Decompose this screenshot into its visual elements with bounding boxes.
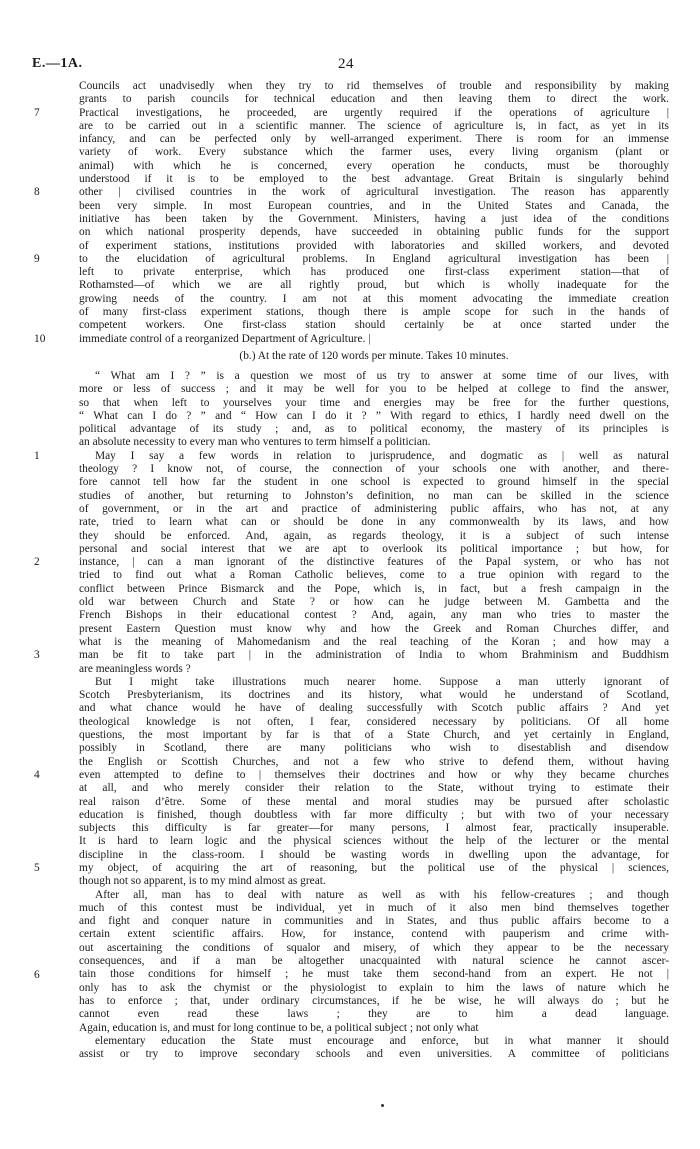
text-line: though not so apparent, is to my mind almost as great. [79, 875, 326, 888]
margin-number: 4 [34, 769, 40, 781]
text-line: man be fit to take part | in the administration of India to whom Brahminism and Buddhism [79, 649, 669, 662]
text-line: growing needs of the country. I am not at this moment advocating the immediate creation [79, 292, 669, 305]
text-line: possibly in Scotland, there are many politicians who wish to disestablish and disendow [79, 742, 669, 755]
text-line: French Bishops in their educational contest ? And, again, any man who tries to master the [79, 609, 669, 622]
text-line: Councils act unadvisedly when they try to rid themselves of trouble and responsibility by making [79, 80, 669, 92]
text-line: discipline in the class-room. I should be wasting words in dwelling upon the advantage, for [79, 848, 669, 861]
text-line: “ What can I do ? ” and “ How can I do it ? ” With regard to ethics, I hardly need dwell on the [79, 409, 669, 422]
document-code: E.—1A. [32, 56, 83, 71]
passage-b [79, 370, 669, 1061]
text-line: infancy, and can be perfected only by well-arranged experiment. There is room for an immense [79, 133, 669, 146]
margin-number: 5 [34, 862, 40, 875]
text-line: certain extent scientific affairs. How, for instance, contend with pauperism and crime with- [79, 928, 669, 941]
text-line: But I might take illustrations much nearer home. Suppose a man utterly ignorant of [95, 675, 669, 688]
text-line: conflict between Prince Bismarck and the Pope, which is, in fact, but a fresh campaign in the [79, 582, 669, 595]
text-line: understood if it is to be employed to the best advantage. Great Britain is singularly behind [79, 173, 669, 186]
text-line: studies of another, but returning to Johnston’s definition, no man can be skilled in the science [79, 489, 669, 502]
text-line: they should be enforced. And, again, as regards theology, it is a subject of such intense [79, 529, 669, 542]
text-line: It is hard to learn logic and the physical sciences without the help of the lecturer or the mental [79, 835, 669, 848]
text-line: animal) with which he is concerned, every operation he conducts, must be thoroughly [79, 159, 669, 172]
margin-number: 1 [34, 449, 40, 462]
text-line: on which national prosperity depends, have succeeded in obtaining public funds for the support [79, 226, 669, 239]
text-line: an absolute necessity to every man who ventures to term himself a politician. [79, 436, 431, 449]
passage-a [79, 80, 669, 346]
text-line: grants to parish councils for technical education and then leaving them to direct the work. [79, 93, 669, 106]
text-line: assist or try to improve secondary schools and even universities. A committee of politicians [79, 1048, 669, 1061]
margin-number: 9 [34, 252, 40, 265]
text-line: old war between Church and State ? or how can he judge between M. Gambetta and the [79, 596, 669, 609]
text-line: consequences, and if a man be altogether unacquainted with natural science he cannot ascer- [79, 955, 669, 968]
text-line: more or less of success ; and it may be well for you to be helped at college to find the answer, [79, 383, 669, 396]
text-line: rate, tried to learn what can or should be done in any commonwealth by its laws, and how [79, 516, 669, 529]
passage-b-heading: (b.) At the rate of 120 words per minute. Takes 10 minutes. [239, 350, 509, 362]
text-line: present Eastern Question must know why and how the Greek and Roman Churches differ, and [79, 622, 669, 635]
text-line: Practical investigations, he proceeded, are urgently required if the operations of agriculture | [79, 106, 669, 119]
text-line: left to private enterprise, which has produced one first-class experiment station—that of [79, 266, 669, 279]
text-line: tain those conditions for himself ; he must take them second-hand from an expert. He not | [79, 968, 669, 981]
text-line: and what chance would he have of dealing successfully with Scotch public affairs ? And yet [79, 702, 669, 715]
text-line: Again, education is, and must for long continue to be, a political subject ; not only what [79, 1021, 479, 1034]
text-line: theology ? I know not, of course, the connection of your schools one with another, and there- [79, 463, 669, 476]
text-line: of government, or in the art and practice of administering public affairs, who has not, at any [79, 502, 669, 515]
text-line: After all, man has to deal with nature as well as with his fellow-creatures ; and though [95, 888, 669, 901]
text-line: other | civilised countries in the work of agricultural investigation. The reason has apparently [79, 186, 669, 199]
text-line: been very simple. In most European countries, and in the United States and Canada, the [79, 199, 669, 212]
margin-number: 8 [34, 186, 40, 199]
footer-mark [381, 1104, 384, 1107]
margin-number: 2 [34, 556, 40, 569]
text-line: variety of work. Every substance which the farmer uses, every living organism (plant or [79, 146, 669, 159]
text-line: initiative has been taken by the Government. Ministers, having a just idea of the conditions [79, 212, 669, 225]
text-line: tried to find out what a Roman Catholic believes, come to a true opinion with regard to the [79, 569, 669, 582]
text-line: competent workers. One first-class station should certainly be at once started under the [79, 319, 669, 332]
text-line: personal and social interest that we are apt to overlook its political importance ; but how, for [79, 542, 669, 555]
text-line: “ What am I ? ” is a question we most of us try to answer at some time of our lives, with [95, 370, 669, 382]
text-line: even attempted to define to | themselves their doctrines and how or why they became churches [79, 768, 669, 781]
text-line: questions, the most important by far is that of a State Church, and yet certainly in England, [79, 729, 669, 742]
text-line: and fight and conquer nature in communities and in States, and thus public affairs become to a [79, 915, 669, 928]
text-line: are to be carried out in a scientific manner. The science of agriculture is, in fact, as yet in its [79, 119, 669, 132]
text-line: cannot even read these laws ; they are to him a dead language. [79, 1008, 669, 1021]
text-line: elementary education the State must encourage and enforce, but in what manner it should [95, 1034, 669, 1047]
text-line: subjects this difficulty is far greater—for many persons, I almost fear, practically insuperable. [79, 822, 669, 835]
text-line: out ascertaining the conditions of squalor and misery, of which they appear to be the necessary [79, 941, 669, 954]
text-line: are meaningless words ? [79, 662, 191, 675]
margin-number: 6 [34, 968, 40, 981]
text-line: May I say a few words in relation to jurisprudence, and dogmatic as | well as natural [95, 449, 669, 462]
text-line: of experiment stations, institutions provided with laboratories and skilled workers, and devoted [79, 239, 669, 252]
text-line: my object, of acquiring the art of reasoning, but the political use of the physical | sciences, [79, 861, 669, 874]
text-line: real raison d’être. Some of these mental and moral studies may be pursued after scholastic [79, 795, 669, 808]
text-line: Rothamsted—of which we are all rightly proud, but which is wholly inadequate for the [79, 279, 669, 292]
text-line: of many first-class experiment stations, though there is ample scope for such in the hands of [79, 306, 669, 319]
text-line: to the elucidation of agricultural problems. In England agricultural investigation has been | [79, 252, 669, 265]
text-line: instance, | can a man ignorant of the distinctive features of the Papal system, or who has not [79, 556, 669, 569]
margin-number: 3 [34, 649, 40, 662]
text-line: immediate control of a reorganized Department of Agriculture. | [79, 332, 371, 345]
text-line: Scotch Presbyterianism, its doctrines and its history, what would he understand of Scotland, [79, 689, 669, 702]
page-number: 24 [338, 56, 354, 72]
text-line: only has to ask the chymist or the physiologist to explain to him the laws of nature which he [79, 981, 669, 994]
text-line: at all, and who merely consider their relation to the State, without trying to estimate their [79, 782, 669, 795]
text-line: has to enforce ; that, under ordinary circumstances, if he be wise, he will always do ; but he [79, 994, 669, 1007]
margin-number: 10 [34, 332, 46, 345]
text-line: theological knowledge is not often, I fear, considered necessary by politicians. Of all home [79, 715, 669, 728]
text-line: the English or Scottish Churches, and not a few who strive to defend them, without having [79, 755, 669, 768]
text-line: fore cannot tell how far the student in one school is expected to ground himself in the special [79, 476, 669, 489]
text-line: education is finished, though doubtless with far more difficulty ; but with two of your necessary [79, 808, 669, 821]
text-line: much of this contest must be individual, yet in much of it also men bind themselves together [79, 901, 669, 914]
text-line: what is the meaning of Mahomedanism and the real teaching of the Koran ; and how may a [79, 635, 669, 648]
margin-number: 7 [34, 106, 40, 119]
text-line: political advantage of its study ; and, as to political economy, the mastery of its principles is [79, 423, 669, 436]
text-line: so that when left to yourselves your time and energies may be free for the further questions, [79, 396, 669, 409]
